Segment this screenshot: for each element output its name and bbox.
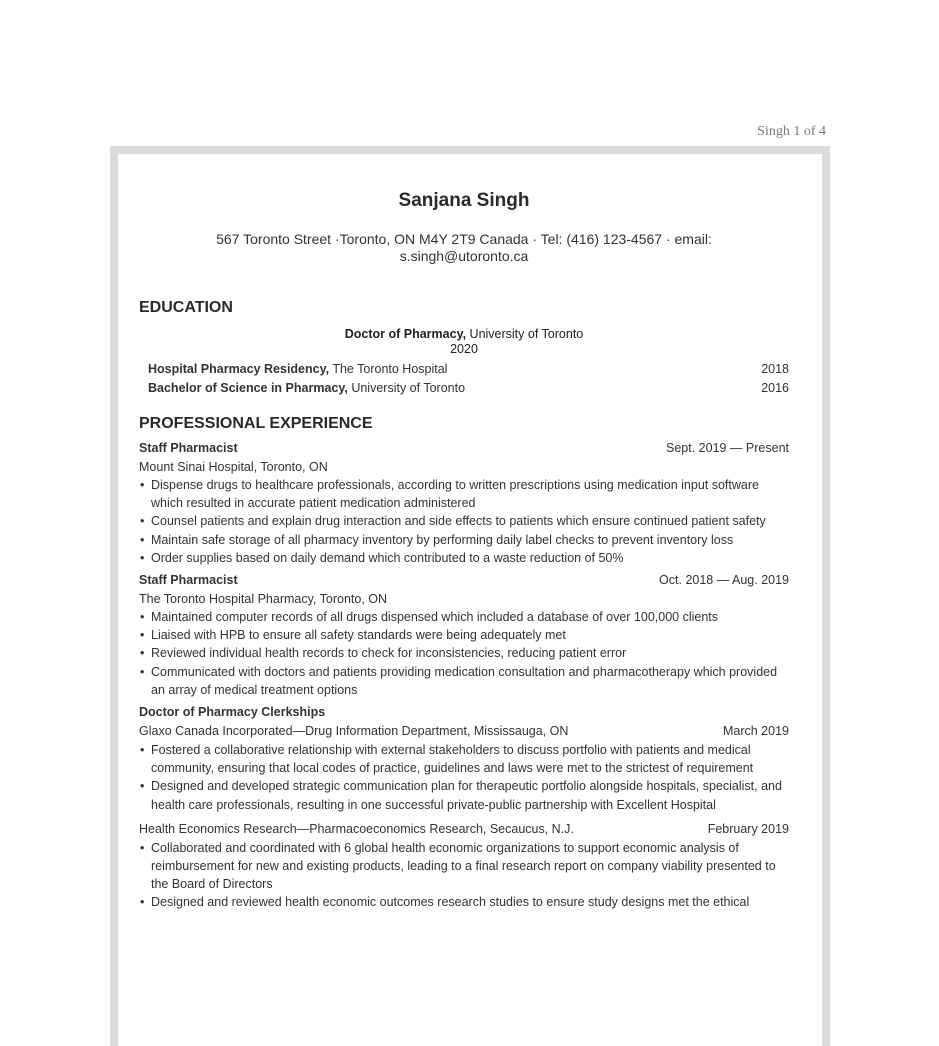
education-heading: EDUCATION bbox=[139, 299, 233, 316]
job-dates: Oct. 2018 — Aug. 2019 bbox=[659, 573, 789, 588]
job-title: Staff Pharmacist bbox=[139, 573, 238, 588]
education-doctor bbox=[139, 327, 789, 357]
education-item bbox=[139, 379, 789, 398]
bullet-item: • Maintain safe storage of all pharmacy inventory by performing daily label checks to prevent inventory loss bbox=[139, 531, 789, 549]
clerkship-employer: Glaxo Canada Incorporated—Drug Information Department, Mississauga, ON bbox=[139, 724, 569, 739]
page-header: Singh 1 of 4 bbox=[757, 124, 826, 139]
bullet-item: • Communicated with doctors and patients providing medication consultation and pharmacotherapy which provided an array of medical treatment options bbox=[139, 663, 789, 699]
job-title: Staff Pharmacist bbox=[139, 441, 238, 455]
bullet-item: • Liaised with HPB to ensure all safety standards were being adequately met bbox=[139, 626, 789, 644]
job-employer: The Toronto Hospital Pharmacy, Toronto, ON bbox=[139, 592, 388, 607]
bullet-item: • Order supplies based on daily demand which contributed to a waste reduction of 50% bbox=[139, 549, 789, 567]
bullet-item: • Counsel patients and explain drug interaction and side effects to patients which ensure continued patient safety bbox=[139, 512, 789, 530]
bullet-item: • Reviewed individual health records to check for inconsistencies, reducing patient error bbox=[139, 644, 789, 662]
job-employer: Mount Sinai Hospital, Toronto, ON bbox=[139, 460, 328, 474]
education-item bbox=[139, 360, 789, 379]
experience-heading: PROFESSIONAL EXPERIENCE bbox=[139, 415, 373, 432]
clerkship-header bbox=[139, 722, 789, 741]
education-school: The Toronto Hospital bbox=[329, 362, 448, 376]
bullet-item: • Designed and developed strategic communication plan for therapeutic portfolio alongside hospitals, specialist, and health care professionals, resulting in one successful private-public partnership with Excellent Hospital bbox=[139, 777, 789, 813]
contact-line: 567 Toronto Street ·Toronto, ON M4Y 2T9 Canada · Tel: (416) 123-4567 · email: s.singh@utoronto.ca bbox=[216, 231, 712, 264]
bullet-item: • Designed and reviewed health economic outcomes research studies to ensure study designs met the ethical bbox=[139, 893, 789, 911]
doctor-year: 2020 bbox=[450, 342, 478, 356]
job-dates: Sept. 2019 — Present bbox=[666, 441, 789, 455]
education-year: 2016 bbox=[761, 381, 789, 395]
resume-name: Sanjana Singh bbox=[398, 190, 530, 211]
job-bullets bbox=[139, 476, 789, 567]
bullet-item: • Collaborated and coordinated with 6 global health economic organizations to support economic analysis of reimbursement for new and existing products, leading to a final research report on company viability presented to the Board of Directors bbox=[139, 839, 789, 894]
education-degree: Bachelor of Science in Pharmacy, bbox=[148, 381, 348, 395]
job-header bbox=[139, 703, 789, 722]
resume-content bbox=[139, 190, 789, 912]
job-bullets bbox=[139, 608, 789, 699]
clerkship-bullets bbox=[139, 741, 789, 814]
clerkship-date: February 2019 bbox=[707, 821, 789, 836]
clerkship-employer: Health Economics Research—Pharmacoeconomics Research, Secaucus, N.J. bbox=[139, 821, 574, 836]
clerkship-header bbox=[139, 820, 789, 839]
job-header bbox=[139, 571, 789, 590]
doctor-degree: Doctor of Pharmacy, bbox=[344, 327, 467, 341]
bullet-item: • Maintained computer records of all drugs dispensed which included a database of over 100,000 clients bbox=[139, 608, 789, 626]
bullet-item: • Dispense drugs to healthcare professionals, according to written prescriptions using medication input software which resulted in accurate patient medication administered bbox=[139, 476, 789, 512]
clerkship-date: March 2019 bbox=[722, 724, 789, 739]
bullet-item: • Fostered a collaborative relationship with external stakeholders to discuss portfolio with patients and medical community, ensuring that local codes of practice, guidelines and laws were met to the strictest of requirement bbox=[139, 741, 789, 777]
job-header bbox=[139, 439, 789, 458]
education-year: 2018 bbox=[761, 362, 789, 376]
education-school: University of Toronto bbox=[347, 381, 466, 395]
job-title: Doctor of Pharmacy Clerkships bbox=[139, 705, 326, 720]
clerkship-bullets bbox=[139, 839, 789, 912]
education-degree: Hospital Pharmacy Residency, bbox=[148, 362, 330, 376]
doctor-school: University of Toronto bbox=[466, 327, 584, 341]
